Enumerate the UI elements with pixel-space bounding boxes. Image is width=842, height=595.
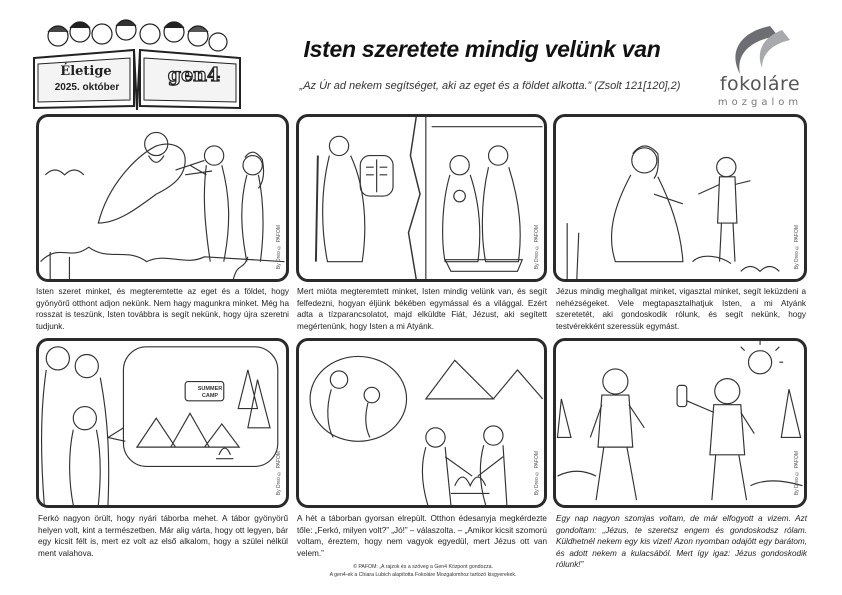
caption-4: Ferkó nagyon örült, hogy nyári táborba mehet. A tábor gyönyörű helyen volt, kint a természetben. Már alig várta, hogy ott legyen, bár egy kicsit félt is, mert ez volt az első alkalom, hogy a szülei nélkül ment valahova. (38, 514, 288, 558)
illustration-credit: By Dreo © PAFOM (794, 450, 800, 495)
campfire-illustration (299, 341, 544, 505)
page-title: Isten szeretete mindig velünk van (303, 36, 661, 62)
moses-nativity-illustration (299, 117, 544, 279)
comic-panel-summer-camp (36, 338, 289, 508)
comic-panel-creation (36, 114, 289, 282)
comic-panel-moses-nativity (296, 114, 547, 282)
caption-5: A hét a táborban gyorsan elrepült. Otthon édesanyja megkérdezte tőle: „Ferkó, milyen volt?” „Jó!” – válaszolta. – „Amikor kicsit szomorú voltam, éreztem, hogy nem vagyok egyedül, mert Jézus ott van velem.” (297, 514, 547, 558)
comic-panel-jesus-child (553, 114, 807, 282)
book-label: Életige (60, 64, 112, 79)
jesus-child-illustration (556, 117, 804, 279)
illustration-credit: By Dreo © PAFOM (534, 450, 540, 495)
illustration-credit: By Dreo © PAFOM (534, 224, 540, 269)
caption-6: Egy nap nagyon szomjas voltam, de már elfogyott a vizem. Azt gondoltam: „Jézus, te szeretsz engem és gondoskodsz rólam. Küldhetnél nekem egy kis vizet! Azon nyomban odajött egy barátom, és adott nekem a kulacsából. Mert így igaz: Jézus gondoskodik rólunk!” (556, 514, 807, 570)
brand-subtitle: mozgalom (717, 97, 803, 108)
caption-2: Mert mióta megteremtett minket, Isten mindig velünk van, és segít felfedezni, hogyan éljünk békében egymással és a világgal. Ezért adta a tízparancsolatot, majd elküldte Fiát, Jézust, aki segített megértenünk, hogy Isten a mi Atyánk. (297, 287, 547, 331)
bible-quote: „Az Úr ad nekem segítséget, aki az eget és a földet alkotta.” (Zsolt 121[120],2) (299, 80, 681, 92)
brand-name: fokoláre (719, 73, 801, 95)
copyright-footer (282, 563, 564, 579)
summer-camp-sign: SUMMER CAMP (197, 386, 223, 399)
caption-1: Isten szeret minket, és megteremtette az eget és a földet, hogy gyönyörű otthont adjon nekünk. Nem hagy magunkra minket. Még ha rosszat is teszünk, Isten továbbra is segít nekünk, hogy újra szeretni tudjunk. (36, 287, 289, 331)
creation-illustration (39, 117, 286, 279)
book-date: 2025. október (54, 82, 120, 93)
gen-label: gen4 (167, 64, 221, 86)
summer-camp-illustration (39, 341, 286, 505)
caption-3: Jézus mindig meghallgat minket, vigasztal minket, segít leküzdeni a nehézségeket. Vele megtapasztalhatjuk Isten, a mi Atyánk szeretetét, aki gondoskodik rólunk, és segít nekünk, hogy testvérekként szeressük egymást. (556, 287, 806, 331)
illustration-credit: By Dreo © PAFOM (276, 450, 282, 495)
comic-panel-campfire (296, 338, 547, 508)
footer-line-2: A gen4-ek a Chiara Lubich alapította Fokoláre Mozgalomhoz tartozó kisgyerekek. (329, 572, 517, 578)
elet-ige-book-logo (28, 18, 246, 110)
illustration-credit: By Dreo © PAFOM (276, 224, 282, 269)
illustration-credit: By Dreo © PAFOM (794, 224, 800, 269)
children-faces-icon (48, 20, 227, 51)
footer-line-1: © PAFOM: „A rajzok és a szöveg a Gen4 Központ gondozza. (353, 564, 493, 570)
water-bottle-illustration (556, 341, 804, 505)
comic-panel-water-bottle (553, 338, 807, 508)
